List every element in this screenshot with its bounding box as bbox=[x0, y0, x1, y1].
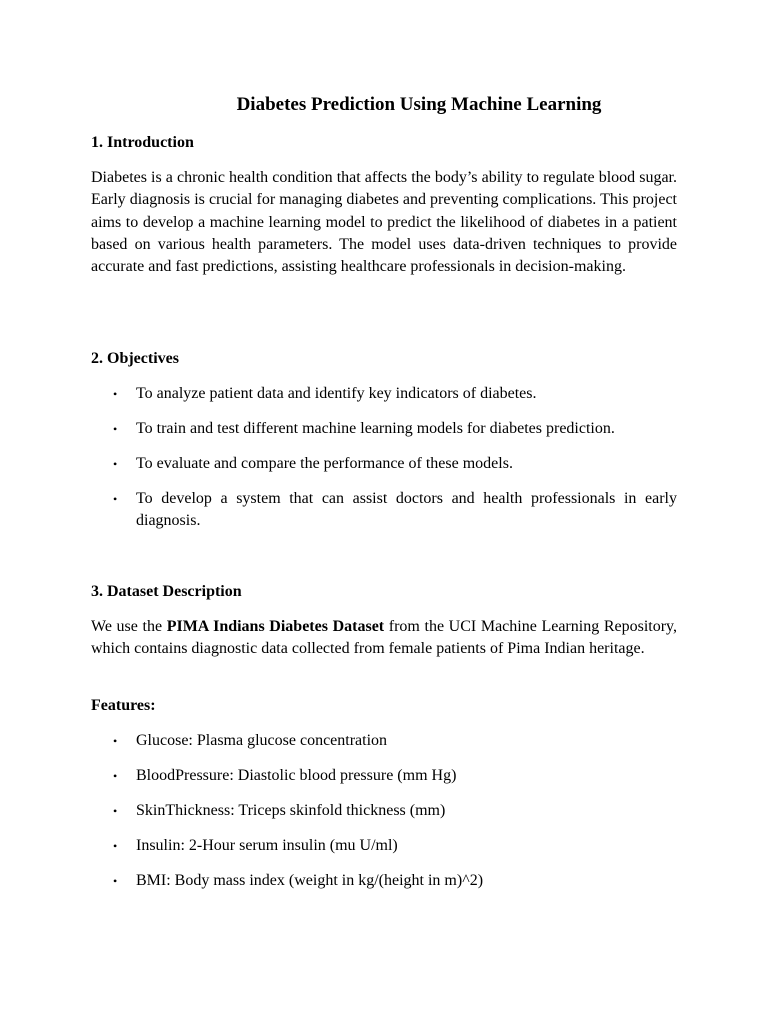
bullet-icon: • bbox=[113, 491, 118, 506]
bullet-icon: • bbox=[113, 387, 118, 401]
list-item bbox=[91, 730, 677, 752]
bullet-icon: • bbox=[113, 768, 118, 783]
bullet-icon: • bbox=[113, 803, 118, 818]
bullet-icon: • bbox=[113, 873, 118, 888]
list-item bbox=[91, 418, 677, 440]
list-item bbox=[91, 383, 677, 405]
features-label: Features: bbox=[91, 697, 156, 714]
bullet-icon: • bbox=[113, 734, 118, 748]
feature-text: BMI: Body mass index (weight in kg/(height in m)^2) bbox=[136, 871, 484, 889]
feature-text: Glucose: Plasma glucose concentration bbox=[136, 732, 388, 749]
objective-text: To evaluate and compare the performance of these models. bbox=[136, 454, 513, 472]
section-heading-introduction: 1. Introduction bbox=[91, 134, 194, 151]
objectives-list bbox=[91, 383, 677, 533]
introduction-paragraph: Diabetes is a chronic health condition that affects the body’s ability to regulate blood sugar. Early diagnosis is crucial for managing diabetes and preventing complications. This project aims to develop a machine learning model to predict the likelihood of diabetes in a patient based on various health parameters. The model uses data-driven techniques to provide accurate and fast predictions, assisting healthcare professionals in decision-making. bbox=[91, 169, 677, 276]
features-list bbox=[91, 730, 677, 892]
dataset-text-after: from the UCI Machine Learning Repository, which contains diagnostic data collected from female patients of Pima Indian heritage. bbox=[91, 618, 678, 658]
objective-text: To analyze patient data and identify key indicators of diabetes. bbox=[136, 385, 537, 402]
bullet-icon: • bbox=[113, 838, 118, 853]
feature-text: BloodPressure: Diastolic blood pressure (mm Hg) bbox=[136, 766, 457, 784]
bullet-icon: • bbox=[113, 456, 118, 471]
list-item bbox=[91, 870, 677, 892]
list-item bbox=[91, 765, 677, 787]
dataset-text-before: We use the bbox=[91, 618, 167, 635]
feature-text: SkinThickness: Triceps skinfold thickness (mm) bbox=[136, 801, 446, 819]
feature-text: Insulin: 2-Hour serum insulin (mu U/ml) bbox=[136, 836, 398, 854]
dataset-paragraph bbox=[91, 616, 677, 661]
list-item bbox=[91, 488, 677, 533]
document-title: Diabetes Prediction Using Machine Learning bbox=[236, 94, 602, 115]
list-item bbox=[91, 835, 677, 857]
section-heading-objectives: 2. Objectives bbox=[91, 350, 179, 367]
dataset-name: PIMA Indians Diabetes Dataset bbox=[166, 618, 385, 635]
section-heading-dataset: 3. Dataset Description bbox=[91, 583, 242, 600]
objective-text: To train and test different machine learning models for diabetes prediction. bbox=[136, 419, 615, 437]
objective-text: To develop a system that can assist doctors and health professionals in early diagnosis. bbox=[136, 489, 677, 530]
list-item bbox=[91, 800, 677, 822]
list-item bbox=[91, 453, 677, 475]
bullet-icon: • bbox=[113, 421, 118, 436]
